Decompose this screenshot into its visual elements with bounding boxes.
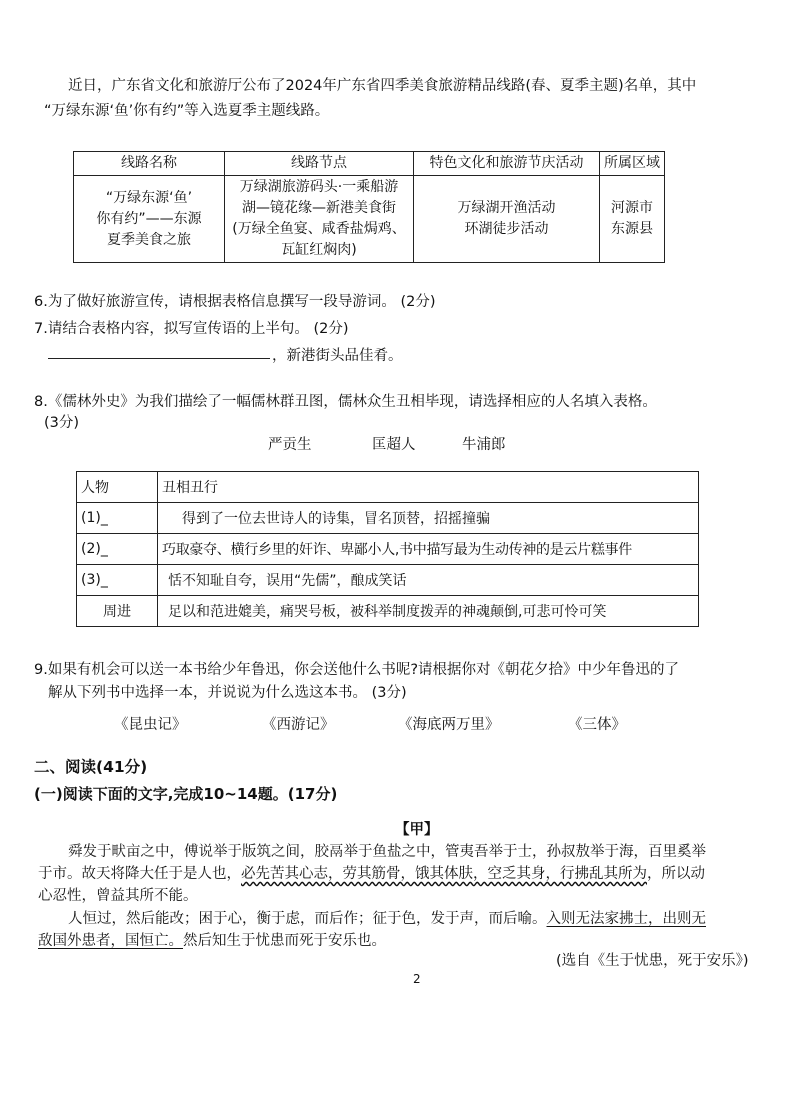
option-name-2: 匡超人: [372, 437, 416, 453]
source-citation: (选自《生于忧患，死于安乐》): [556, 953, 749, 969]
passage-text: 人恒过，然后能改；困于心，衡于虑，而后作；征于色，发于声，而后喻。: [68, 911, 547, 927]
char-row-desc: 巧取豪夺、横行乡里的奸诈、卑鄙小人,书中描写最为生动传神的是云片糕事件: [158, 534, 699, 565]
route-node-line: 瓦缸红焖肉): [281, 242, 357, 258]
passage-p2-line-2: [38, 929, 386, 950]
route-header-name: 线路名称: [74, 152, 225, 176]
route-header-nodes: 线路节点: [225, 152, 414, 176]
route-header-region: 所属区域: [600, 152, 665, 176]
route-nodes-cell: [225, 176, 414, 263]
book-option-1: 《昆虫记》: [114, 717, 187, 733]
passage-p1-line-1: 舜发于畎亩之中，傅说举于版筑之间，胶鬲举于鱼盐之中，管夷吾举于士，孙叔敖举于海，百里奚举: [68, 844, 706, 860]
wavy-underlined-text: 必先苦其心志，劳其筋骨，饿其体肤，空乏其身，行拂乱其所为: [241, 866, 647, 882]
char-row-person[interactable]: (3)_: [77, 565, 158, 596]
route-node-line: 万绿湖旅游码头·一乘船游: [239, 179, 399, 195]
intro-line-1: 近日，广东省文化和旅游厅公布了2024年广东省四季美食旅游精品线路(春、夏季主题)名单，其中: [68, 78, 697, 94]
route-table: [73, 151, 665, 263]
answer-blank-7[interactable]: [48, 358, 270, 359]
character-table: [76, 471, 699, 627]
route-name-line: “万绿东源‘鱼’: [105, 189, 193, 206]
char-row-desc: 恬不知耻自夸，误用“先儒”，酿成笑话: [158, 565, 699, 596]
route-region-line: 东源县: [611, 221, 653, 237]
passage-text: 于市。故天将降大任于是人也，: [38, 866, 241, 882]
route-name-line: 你有约”——东源: [96, 210, 202, 227]
intro-line-2: “万绿东源‘鱼’你有约”等入选夏季主题线路。: [44, 103, 330, 119]
question-9-line-2: 解从下列书中选择一本，并说说为什么选这本书。 (3分): [48, 685, 407, 701]
passage-text: 然后知生于忧患而死于安乐也。: [183, 933, 386, 949]
route-region-cell: [600, 176, 665, 263]
section-heading-reading: 二、阅读(41分): [34, 758, 148, 776]
route-activity-line: 环湖徒步活动: [464, 221, 549, 237]
question-9-line-1: 9.如果有机会可以送一本书给少年鲁迅，你会送他什么书呢?请根据你对《朝花夕拾》中少年鲁迅的了: [34, 662, 680, 678]
char-header-person: 人物: [77, 472, 158, 503]
char-row-desc: 得到了一位去世诗人的诗集，冒名顶替，招摇撞骗: [158, 503, 699, 534]
question-8-line-1: 8.《儒林外史》为我们描绘了一幅儒林群丑图，儒林众生丑相毕现，请选择相应的人名填入表格。: [34, 394, 657, 410]
option-name-1: 严贡生: [268, 437, 312, 453]
route-node-line: (万绿全鱼宴、咸香盐焗鸡、: [232, 221, 406, 237]
passage-p1-line-3: 心忍性，曾益其所不能。: [38, 888, 198, 904]
passage-p2-line-1: [68, 907, 706, 928]
char-row-person[interactable]: (1)_: [77, 503, 158, 534]
char-row-desc: 足以和范进媲美，痛哭号板，被科举制度拨弄的神魂颠倒,可悲可怜可笑: [158, 596, 699, 627]
route-activities-cell: [414, 176, 600, 263]
char-row-person: 周进: [77, 596, 158, 627]
route-name-line: 夏季美食之旅: [107, 231, 191, 248]
question-7: 7.请结合表格内容，拟写宣传语的上半句。 (2分): [34, 321, 349, 337]
route-header-activities: 特色文化和旅游节庆活动: [414, 152, 600, 176]
passage-label-jia: 【甲】: [395, 822, 439, 838]
route-region-line: 河源市: [611, 200, 653, 216]
question-6: 6.为了做好旅游宣传，请根据表格信息撰写一段导游词。 (2分): [34, 294, 436, 310]
underlined-text: 入则无法家拂士，出则无: [546, 911, 706, 927]
book-option-3: 《海底两万里》: [398, 717, 500, 733]
question-8-line-2: (3分): [44, 415, 80, 431]
book-option-4: 《三体》: [568, 717, 626, 733]
book-option-2: 《西游记》: [262, 717, 335, 733]
subsection-heading: (一)阅读下面的文字,完成10~14题。(17分): [34, 785, 338, 803]
passage-p1-line-2: [38, 862, 705, 883]
underlined-text: 敌国外患者，国恒亡。: [38, 933, 183, 949]
route-activity-line: 万绿湖开渔活动: [457, 200, 556, 216]
route-name-cell: [74, 176, 225, 263]
char-row-person[interactable]: (2)_: [77, 534, 158, 565]
page-number: 2: [413, 972, 421, 986]
char-header-deeds: 丑相丑行: [158, 472, 699, 503]
question-7-tail: ，新港街头品佳肴。: [272, 348, 403, 364]
route-node-line: 湖—镜花缘—新港美食街: [242, 200, 396, 216]
passage-text: ，所以动: [647, 866, 705, 882]
option-name-3: 牛浦郎: [462, 437, 506, 453]
